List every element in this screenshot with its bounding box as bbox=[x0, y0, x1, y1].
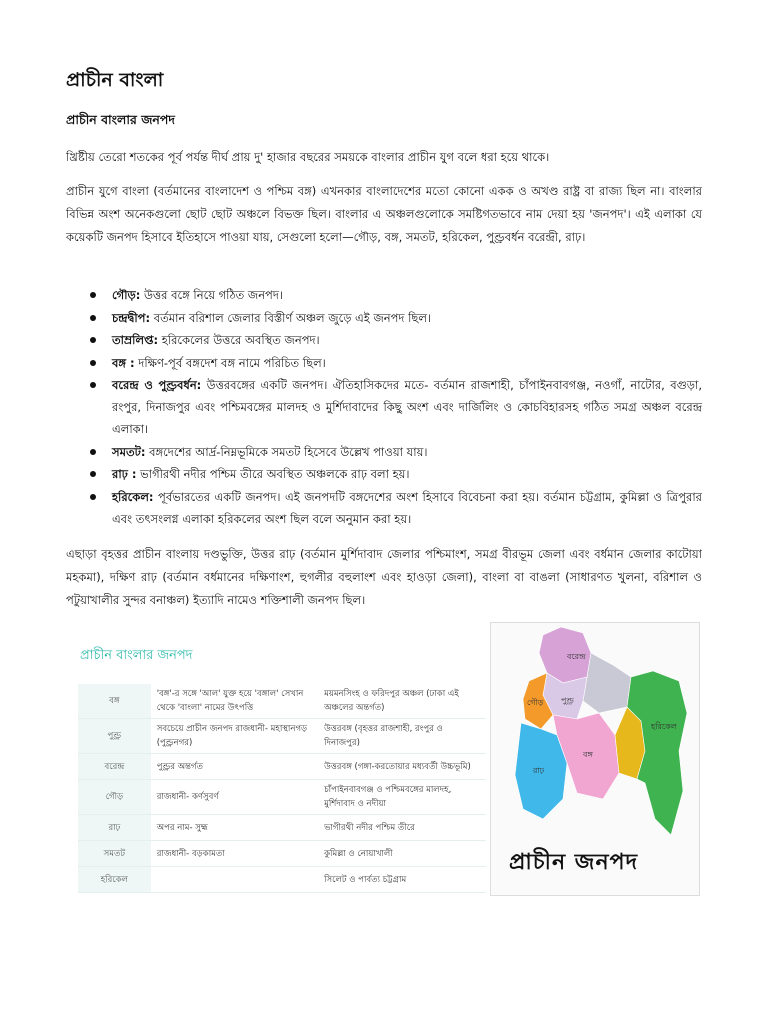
table-row bbox=[78, 815, 486, 841]
map-label: রাঢ় bbox=[533, 766, 545, 775]
bullet-icon bbox=[90, 315, 96, 321]
list-item-term: চন্দ্রদ্বীপ: bbox=[112, 310, 151, 325]
map-label: হরিকেল bbox=[651, 722, 677, 731]
list-item-text: উত্তর বঙ্গে নিয়ে গঠিত জনপদ। bbox=[140, 288, 284, 302]
other-janapad-paragraph: এছাড়া বৃহত্তর প্রাচীন বাংলায় দণ্ডভুক্তি, উত্তর রাঢ় (বর্তমান মুর্শিদাবাদ জেলার পশ্চিমাংশ, সমগ্র বীরভূম জেলা এবং বর্ধমান জেলার কাটোয়া মহকমা), দক্ষিণ রাঢ় (বর্তমান বর্ধমানের দক্ষিণাংশ, হুগলীর বহুলাংশ এবং হাওড়া জেলা), বাংলা বা বাঙলা (সাধারণত খুলনা, বরিশাল ও পটুয়াখালীর সুন্দর বনাঞ্চল) ইত্যাদি নামেও শক্তিশালী জনপদ ছিল। bbox=[66, 547, 702, 607]
section-heading: প্রাচীন বাংলার জনপদ bbox=[66, 112, 175, 127]
table-cell-note: পুণ্ড্রর অন্তর্গত bbox=[156, 761, 203, 772]
table-cell-name: হরিকেল bbox=[78, 867, 151, 893]
list-item-text: ভাগীরথী নদীর পশ্চিম তীরে অবস্থিত অঞ্চলকে রাঢ় বলা হয়। bbox=[136, 467, 410, 481]
janapad-table-image bbox=[78, 640, 486, 890]
bullet-icon bbox=[90, 292, 96, 298]
janapad-paragraph: প্রাচীন যুগে বাংলা (বর্তমানের বাংলাদেশ ও পশ্চিম বঙ্গ) এখনকার বাংলাদেশের মতো কোনো একক ও অখণ্ড রাষ্ট্র বা রাজ্য ছিল না। বাংলার বিভিন্ন অংশ অনেকগুলো ছোট ছোট অঞ্চলে বিভক্ত ছিল। বাংলার এ অঞ্চলগুলোকে সমষ্টিগতভাবে নাম দেয়া হয় 'জনপদ'। এই এলাকা যে কয়েকটি জনপদ হিসাবে ইতিহাসে পাওয়া যায়, সেগুলো হলো—গৌড়, বঙ্গ, সমতট, হরিকেল, পুণ্ড্রবর্ধন বরেন্দ্রী, রাঢ়। bbox=[66, 184, 702, 244]
bullet-icon bbox=[90, 382, 96, 388]
table-row bbox=[78, 841, 486, 867]
bullet-icon bbox=[90, 360, 96, 366]
table-cell-area: ভাগীরথী নদীর পশ্চিম তীরে bbox=[324, 822, 415, 833]
list-item-text: দক্ষিণ-পূর্ব বঙ্গদেশ বঙ্গ নামে পরিচিত ছিল। bbox=[134, 355, 326, 370]
table-row bbox=[78, 867, 486, 893]
bullet-icon bbox=[90, 449, 96, 455]
table-row bbox=[78, 780, 486, 815]
page-title: প্রাচীন বাংলা bbox=[66, 69, 164, 91]
list-item bbox=[90, 441, 702, 463]
list-item-term: বঙ্গ : bbox=[112, 355, 135, 370]
list-item bbox=[90, 284, 702, 306]
map-label: বরেন্দ্র bbox=[567, 652, 586, 661]
list-item-text: হরিকেলের উত্তরে অবস্থিত জনপদ। bbox=[158, 333, 320, 347]
table-cell-name: রাঢ় bbox=[78, 815, 151, 841]
list-item-term: গৌড়: bbox=[112, 288, 141, 302]
bengal-map bbox=[491, 623, 699, 843]
list-item-text: বর্তমান বরিশাল জেলার বিস্তীর্ণ অঞ্চল জুড়ে এই জনপদ ছিল। bbox=[150, 310, 432, 325]
table-cell-area: কুমিল্লা ও নোয়াখালী bbox=[324, 848, 393, 859]
list-item bbox=[90, 307, 702, 329]
map-region-center bbox=[583, 653, 631, 713]
list-item-term: রাঢ় : bbox=[112, 467, 137, 481]
table-cell-area: সিলেট ও পার্বত্য চট্টগ্রাম bbox=[324, 874, 407, 885]
map-caption: প্রাচীন জনপদ bbox=[509, 850, 639, 875]
list-item-text: পূর্বভারতের একটি জনপদ। এই জনপদটি বঙ্গদেশের অংশ হিসাবে বিবেচনা করা হয়। বর্তমান চট্টগ্রাম, কুমিল্লা ও ত্রিপুরার এবং তৎসংলগ্ন এলাকা হরিকলের অংশ ছিল বলে অনুমান করা হয়। bbox=[112, 489, 702, 526]
table-row bbox=[78, 719, 486, 754]
list-item-term: বরেন্দ্র ও পুণ্ড্রবর্ধন: bbox=[112, 378, 202, 392]
table-cell-note: রাজধানী- বড়কামতা bbox=[156, 848, 225, 859]
list-item bbox=[90, 463, 702, 485]
table-title: প্রাচীন বাংলার জনপদ bbox=[80, 648, 193, 663]
table-cell-name: গৌড় bbox=[78, 780, 151, 815]
table-cell-note bbox=[151, 867, 318, 893]
janapad-table bbox=[78, 684, 486, 893]
table-cell-area: উত্তরবঙ্গ (বৃহত্তর রাজশাহী, রংপুর ও দিনাজপুর) bbox=[324, 724, 443, 748]
list-item-term: হরিকেল: bbox=[112, 489, 154, 504]
table-row bbox=[78, 684, 486, 719]
janapad-map-image bbox=[490, 622, 700, 896]
table-cell-name: সমতট bbox=[78, 841, 151, 867]
list-item bbox=[90, 486, 702, 530]
bullet-icon bbox=[90, 471, 96, 477]
bullet-icon bbox=[90, 494, 96, 500]
list-item-text: উত্তরবঙ্গের একটি জনপদ। ঐতিহাসিকদের মতে- বর্তমান রাজশাহী, চাঁপাইনবাবগঞ্জ, নওগাঁ, নাটোর, বগুড়া, রংপুর, দিনাজপুর এবং পশ্চিমবঙ্গের মালদহ ও মুর্শিদাবাদের কিছু অংশ এবং দার্জিলিং ও কোচবিহারসহ গঠিত সমগ্র অঞ্চল বরেন্দ্র এলাকা। bbox=[112, 378, 702, 436]
map-label: বঙ্গ bbox=[583, 750, 593, 759]
table-cell-area: ময়মনসিংহ ও ফরিদপুর অঞ্চল (ঢাকা এই অঞ্চলের অন্তর্গত) bbox=[324, 689, 459, 713]
table-cell-name: বঙ্গ bbox=[78, 684, 151, 719]
list-item-term: তাম্রলিপ্ত: bbox=[112, 333, 159, 347]
table-cell-area: উত্তরবঙ্গ (গঙ্গা-করতোয়ার মধ্যবর্তী উচ্চভূমি) bbox=[324, 761, 471, 772]
table-cell-area: চাঁপাইনবাবগঞ্জ ও পশ্চিমবঙ্গের মালদহ, মুর্শিদাবাদ ও নদীয়া bbox=[324, 785, 452, 809]
table-cell-note: 'বঙ্গ'-র সঙ্গে 'আল' যুক্ত হয়ে 'বঙ্গাল' সেখান থেকে 'বাংলা' নামের উৎপত্তি bbox=[156, 689, 304, 713]
table-cell-note: অপর নাম- সুহ্ম bbox=[156, 822, 208, 833]
table-cell-name: বরেন্দ্র bbox=[78, 754, 151, 780]
map-label: পুণ্ড্র bbox=[561, 696, 574, 705]
bullet-icon bbox=[90, 337, 96, 343]
table-row bbox=[78, 754, 486, 780]
table-cell-name: পুণ্ড্র bbox=[78, 719, 151, 754]
janapad-list bbox=[90, 284, 702, 530]
table-cell-note: রাজধানী- কর্ণসুবর্ণ bbox=[156, 792, 219, 802]
list-item-text: বঙ্গদেশের আর্দ্র-নিম্নভূমিকে সমতট হিসেবে উল্লেখ পাওয়া যায়। bbox=[145, 444, 428, 459]
map-label: গৌড় bbox=[527, 698, 544, 707]
list-item-term: সমতট: bbox=[112, 444, 146, 459]
list-item bbox=[90, 329, 702, 351]
list-item bbox=[90, 352, 702, 374]
list-item bbox=[90, 374, 702, 440]
table-cell-note: সবচেয়ে প্রাচীন জনপদ রাজধানী- মহাস্থানগড় (পুণ্ড্রনগর) bbox=[156, 724, 308, 748]
intro-paragraph: খ্রিষ্টীয় তেরো শতকের পূর্ব পর্যন্ত দীর্ঘ প্রায় দু' হাজার বছরের সময়কে বাংলার প্রাচীন যুগ বলে ধরা হয়ে থাকে। bbox=[66, 150, 550, 164]
